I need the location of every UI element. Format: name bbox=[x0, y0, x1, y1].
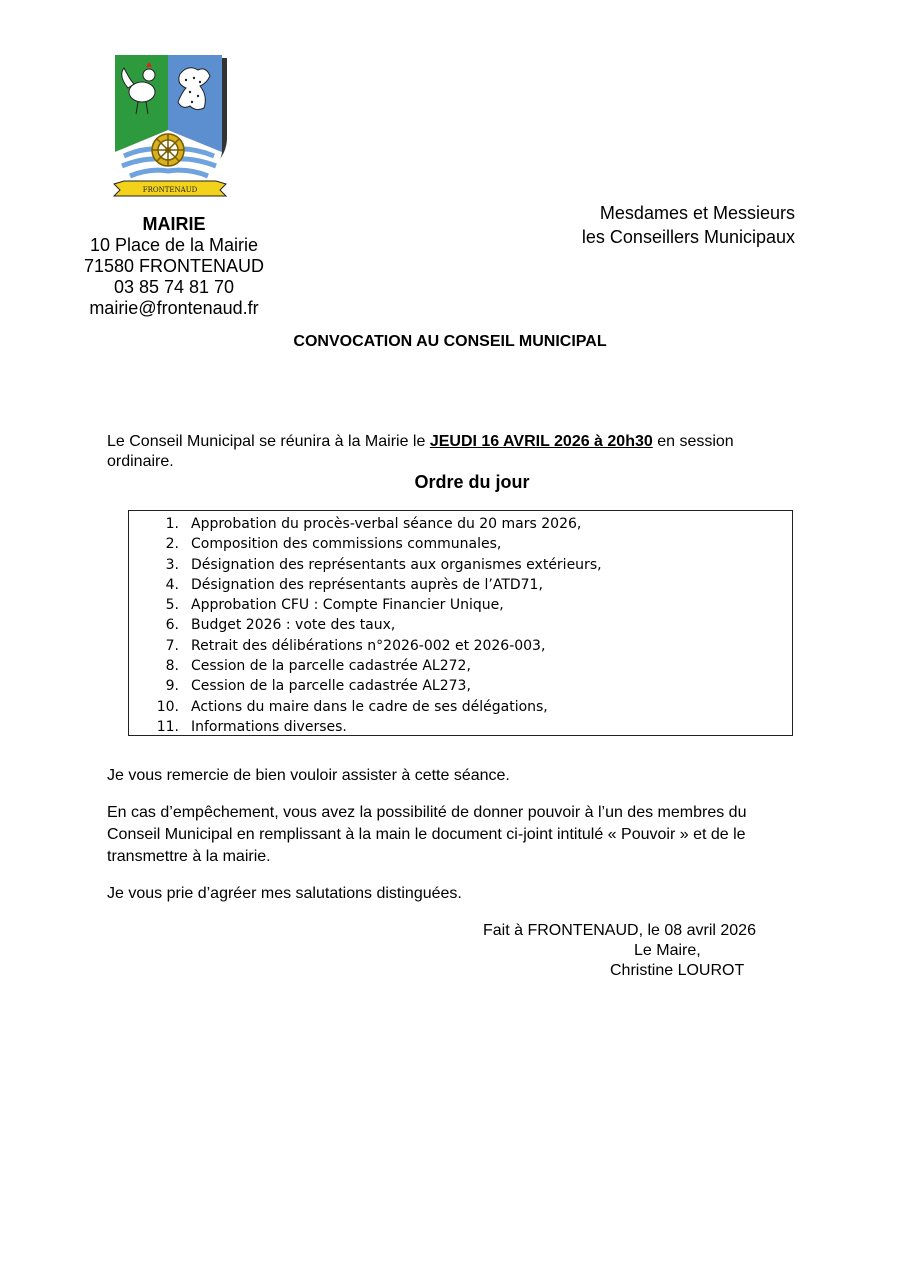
agenda-box bbox=[128, 510, 793, 736]
sender-postcode-city: 71580 FRONTENAUD bbox=[83, 256, 265, 276]
sender-phone: 03 85 74 81 70 bbox=[113, 277, 235, 297]
sender-heading: MAIRIE bbox=[142, 214, 206, 234]
agenda-item bbox=[129, 555, 602, 575]
intro-paragraph bbox=[107, 432, 787, 472]
agenda-item-number: 10. bbox=[156, 698, 179, 715]
agenda-item-text: Composition des commissions communales, bbox=[191, 536, 502, 553]
agenda-item-text: Cession de la parcelle cadastrée AL273, bbox=[191, 678, 471, 695]
agenda-item bbox=[129, 676, 602, 696]
agenda-item-number: 5. bbox=[165, 597, 179, 614]
coat-of-arms bbox=[110, 52, 230, 202]
agenda-item-text: Cession de la parcelle cadastrée AL272, bbox=[191, 658, 471, 675]
agenda-item-number: 8. bbox=[165, 658, 179, 675]
agenda-item bbox=[129, 514, 602, 534]
agenda-item-number: 2. bbox=[165, 536, 179, 553]
agenda-item-number: 9. bbox=[165, 678, 179, 695]
agenda-item-text: Approbation du procès-verbal séance du 20 mars 2026, bbox=[191, 516, 582, 532]
agenda-item bbox=[129, 636, 602, 656]
recipient-block bbox=[540, 201, 795, 249]
signature-place-date: Fait à FRONTENAUD, le 08 avril 2026 bbox=[483, 922, 756, 939]
coat-banner-text: FRONTENAUD bbox=[142, 186, 198, 194]
signature-role: Le Maire, bbox=[634, 942, 701, 959]
closing-paragraph: Je vous prie d’agréer mes salutations distinguées. bbox=[107, 885, 462, 902]
agenda-item-text: Budget 2026 : vote des taux, bbox=[191, 617, 396, 634]
absence-paragraph: En cas d’empêchement, vous avez la possibilité de donner pouvoir à l’un des membres du Conseil Municipal en remplissant à la main le document ci-joint intitulé « Pouvoir » et de le transmettre à la mairie. bbox=[107, 804, 747, 865]
agenda-item-text: Désignation des représentants aux organismes extérieurs, bbox=[191, 556, 602, 573]
agenda-item-number: 3. bbox=[165, 556, 179, 573]
recipient-line1: Mesdames et Messieurs bbox=[599, 203, 795, 223]
agenda-item-number: 1. bbox=[165, 516, 179, 532]
intro-after: en session ordinaire. bbox=[107, 433, 734, 470]
agenda-item-number: 6. bbox=[165, 617, 179, 634]
agenda-item-number: 7. bbox=[165, 637, 179, 654]
thanks-paragraph: Je vous remercie de bien vouloir assister à cette séance. bbox=[107, 767, 510, 784]
agenda-item-text: Retrait des délibérations n°2026-002 et 2026-003, bbox=[191, 637, 546, 654]
agenda-item-number: 4. bbox=[165, 576, 179, 593]
agenda-item-number: 11. bbox=[156, 718, 179, 735]
agenda-item-text: Actions du maire dans le cadre de ses délégations, bbox=[191, 698, 548, 715]
agenda-item bbox=[129, 656, 602, 676]
agenda-list bbox=[129, 514, 602, 737]
agenda-item bbox=[129, 717, 602, 737]
document-title: CONVOCATION AU CONSEIL MUNICIPAL bbox=[293, 333, 607, 350]
recipient-line2: les Conseillers Municipaux bbox=[581, 227, 795, 247]
agenda-item-text: Approbation CFU : Compte Financier Unique, bbox=[191, 597, 504, 614]
agenda-item-text: Informations diverses. bbox=[191, 718, 347, 735]
agenda-item-text: Désignation des représentants auprès de l’ATD71, bbox=[191, 576, 543, 593]
agenda-item bbox=[129, 615, 602, 635]
coat-of-arms-logo bbox=[110, 52, 230, 202]
agenda-title: Ordre du jour bbox=[414, 472, 530, 492]
agenda-item bbox=[129, 575, 602, 595]
agenda-item bbox=[129, 697, 602, 717]
sender-email: mairie@frontenaud.fr bbox=[89, 298, 259, 318]
agenda-item bbox=[129, 595, 602, 615]
sender-address: 10 Place de la Mairie bbox=[89, 235, 259, 255]
agenda-item bbox=[129, 534, 602, 554]
sender-block bbox=[60, 214, 288, 319]
intro-before: Le Conseil Municipal se réunira à la Mairie le bbox=[107, 433, 430, 450]
signature-name: Christine LOUROT bbox=[610, 962, 745, 979]
meeting-date: JEUDI 16 AVRIL 2026 à 20h30 bbox=[429, 433, 653, 450]
